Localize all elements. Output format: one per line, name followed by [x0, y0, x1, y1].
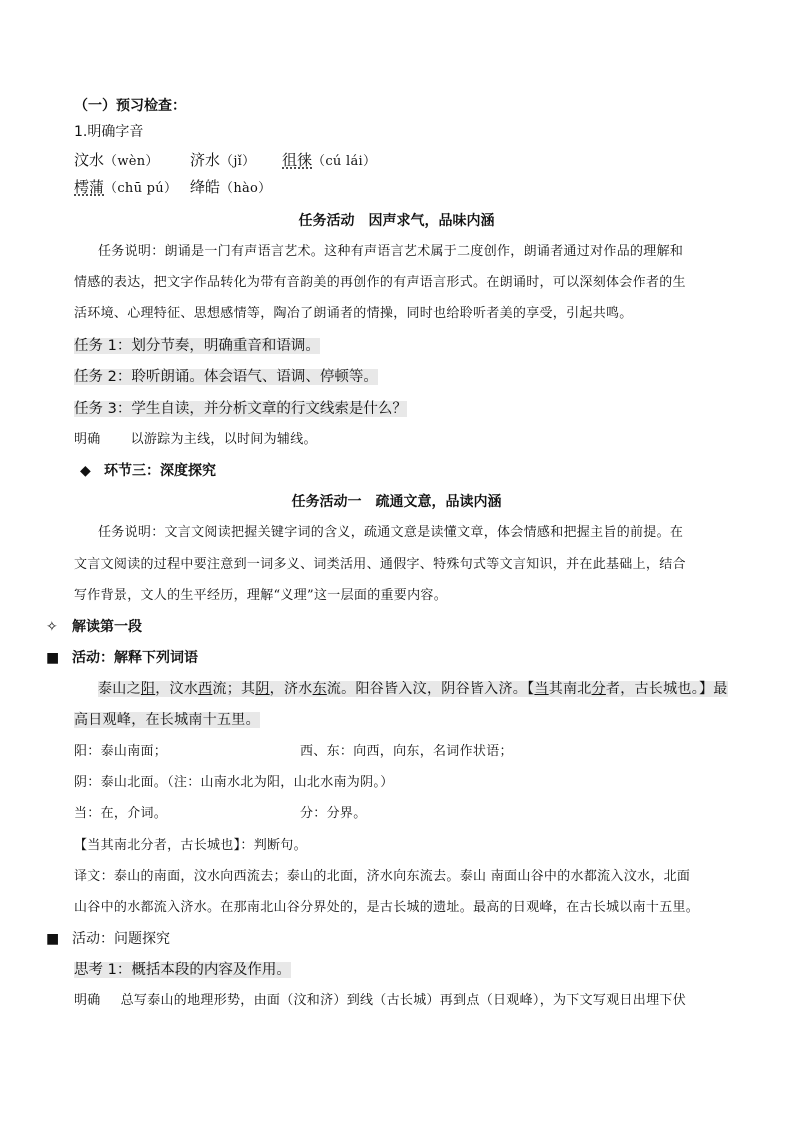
answer-text: 总写泰山的地理形势，由面（汶和济）到线（古长城）再到点（日观峰），为下文写观日出埋下伏	[120, 993, 687, 1008]
classical-text-line	[98, 679, 728, 699]
text-part: 流；其	[212, 681, 256, 697]
square-bullet-icon: ■	[46, 931, 60, 947]
text-part: 其南北	[548, 681, 592, 697]
answer-line	[74, 430, 317, 450]
text-part: 流。阳谷皆入汶，阴谷皆入济。【	[326, 681, 535, 697]
text-part: ，汶水	[155, 681, 199, 697]
task-description-line: 活环境、心理特征、思想感情等，陶冶了朗诵者的情操，同时也给聆听者美的享受，引起共鸣。	[74, 306, 633, 321]
pinyin-word: 绛皓	[190, 178, 221, 196]
section-title: 环节三：深度探究	[104, 463, 216, 479]
text-part: 西	[198, 681, 213, 697]
preview-subheading: 1.明确字音	[74, 124, 144, 140]
gloss-line: 阴：泰山北面。（注：山南水北为阳，山北水南为阴。）	[74, 775, 394, 790]
pinyin-word: 济水	[190, 151, 221, 169]
diamond-bullet-icon: ◆	[80, 463, 91, 479]
translation-line: 山谷中的水都流入济水。在那南北山谷分界处的，是古长城的遗址。最高的日观峰，在古长城以南十五里。	[74, 900, 700, 915]
text-part: 当	[534, 681, 549, 697]
star-bullet-icon: ✧	[46, 619, 58, 635]
classical-text-line	[74, 710, 260, 730]
gloss-line: 分：分界。	[300, 806, 367, 821]
pinyin-reading: （jǐ）	[220, 154, 256, 169]
task-3-text: 任务 3：学生自读，并分析文章的行文线索是什么？	[74, 401, 407, 417]
activity-title: 任务活动一 疏通文意，品读内涵	[291, 494, 502, 510]
pinyin-item	[190, 150, 255, 172]
task-item	[74, 399, 407, 419]
text-part: ，济水	[269, 681, 313, 697]
subsection-title: 解读第一段	[72, 619, 142, 635]
text-part: 阴	[255, 681, 270, 697]
task-item	[74, 367, 378, 387]
answer-label: 明确	[74, 993, 101, 1008]
subsection-heading	[46, 617, 142, 637]
square-bullet-icon: ■	[46, 650, 60, 666]
activity-description-line: 任务说明：文言文阅读把握关键字词的含义，疏通文意是读懂文章，体会情感和把握主旨的前提。在	[98, 525, 684, 540]
activity-heading-title: 活动：解释下列词语	[72, 650, 198, 666]
pinyin-word: 樗蒲	[74, 178, 105, 196]
question-line	[74, 960, 291, 980]
pinyin-item	[74, 177, 177, 199]
text-part: 东	[312, 681, 327, 697]
pinyin-item	[190, 177, 271, 199]
gloss-line: 当：在，介词。	[74, 806, 168, 821]
pinyin-word: 徂徕	[282, 151, 313, 169]
classical-text: 高日观峰，在长城南十五里。	[74, 712, 260, 728]
question-text: 思考 1：概括本段的内容及作用。	[74, 962, 291, 978]
gloss-line: 阳：泰山南面；	[74, 744, 168, 759]
answer-label: 明确	[74, 432, 101, 447]
pinyin-reading: （hào）	[220, 181, 272, 196]
text-part: 泰山之	[98, 681, 141, 697]
pinyin-word: 汶水	[74, 151, 105, 169]
task-activity-title: 任务活动 因声求气，品味内涵	[298, 213, 495, 229]
text-part: 分	[591, 681, 606, 697]
gloss-line: 【当其南北分者，古长城也】：判断句。	[74, 838, 307, 853]
preview-heading: （一）预习检查：	[74, 98, 186, 114]
answer-line	[74, 991, 686, 1011]
activity-heading	[46, 648, 198, 668]
pinyin-reading: （chū pú）	[104, 181, 178, 196]
task-2-text: 任务 2：聆听朗诵。体会语气、语调、停顿等。	[74, 369, 378, 385]
pinyin-item	[74, 150, 159, 172]
pinyin-item	[282, 150, 376, 172]
gloss-line: 西、东：向西，向东，名词作状语；	[300, 744, 513, 759]
activity-description-line: 写作背景，文人的生平经历，理解“义理”这一层面的重要内容。	[74, 588, 447, 603]
task-description-line: 情感的表达，把文字作品转化为带有音韵美的再创作的有声语言形式。在朗诵时，可以深刻体会作者的生	[74, 275, 686, 290]
classical-text	[98, 681, 728, 697]
pinyin-reading: （cú lái）	[312, 154, 377, 169]
text-part: 者，古长城也。】最	[605, 681, 728, 697]
task-item	[74, 336, 320, 356]
answer-text: 以游踪为主线，以时间为辅线。	[130, 432, 317, 447]
task-description-line: 任务说明：朗诵是一门有声语言艺术。这种有声语言艺术属于二度创作，朗诵者通过对作品的理解和	[98, 244, 684, 259]
activity-description-line: 文言文阅读的过程中要注意到一词多义、词类活用、通假字、特殊句式等文言知识，并在此基础上，结合	[74, 557, 686, 572]
activity-heading-title: 活动：问题探究	[72, 931, 170, 947]
section-heading	[80, 461, 216, 481]
task-1-text: 任务 1：划分节奏，明确重音和语调。	[74, 338, 320, 354]
translation-line: 译文：泰山的南面，汶水向西流去；泰山的北面，济水向东流去。泰山 南面山谷中的水都流入汶水，北面	[74, 869, 691, 884]
pinyin-reading: （wèn）	[104, 154, 159, 169]
text-part: 阳	[140, 681, 156, 697]
activity-heading	[46, 929, 170, 949]
